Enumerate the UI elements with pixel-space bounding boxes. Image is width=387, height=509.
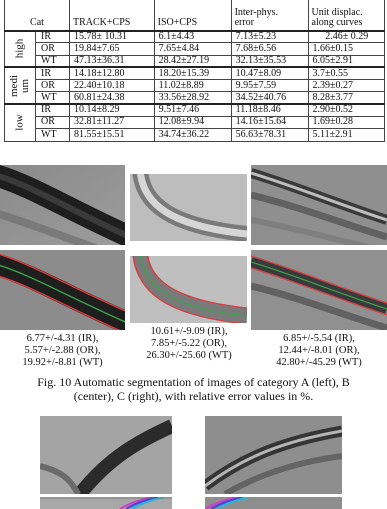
image-bottom-left-raw xyxy=(40,416,172,494)
group-label-medium: medi um xyxy=(5,67,36,104)
cell: 12.08±9.94 xyxy=(154,117,231,129)
cell: 7.65±4.84 xyxy=(154,43,231,55)
table-row xyxy=(5,31,385,43)
cell: 8.28±3.77 xyxy=(308,92,384,104)
table-header-row xyxy=(5,0,385,31)
cell: 28.42±27.19 xyxy=(154,55,231,67)
error-values-right: 6.85+/-5.54 (IR), 12.44+/-8.01 (OR), 42.80+/-45.29 (WT) xyxy=(276,333,362,368)
table-row xyxy=(5,43,385,55)
table-row xyxy=(5,117,385,129)
cell: 14.18±12.80 xyxy=(70,67,155,79)
cell: 10.14±8.29 xyxy=(70,104,155,116)
cell: 7.68±6.56 xyxy=(231,43,308,55)
figure-caption xyxy=(0,375,387,403)
image-bottom-right-raw xyxy=(205,416,342,494)
image-category-b-segmented xyxy=(130,256,247,323)
image-category-b-raw xyxy=(130,174,247,241)
error-values-center: 10.61+/-9.09 (IR), 7.85+/-5.22 (OR), 26.30+/-25.60 (WT) xyxy=(146,326,232,361)
row-label: IR xyxy=(36,104,70,116)
table-row xyxy=(5,129,385,141)
header-inter-phys: Inter-phys. error xyxy=(231,0,308,31)
cell: 15.78± 10.31 xyxy=(70,31,155,43)
cell: 6.1±4.43 xyxy=(154,31,231,43)
image-category-a-segmented xyxy=(0,250,125,330)
cell: 33.56±28.92 xyxy=(154,92,231,104)
table-row xyxy=(5,67,385,79)
group-label-high: high xyxy=(5,31,36,68)
cell: 60.81±24.38 xyxy=(70,92,155,104)
header-unit-displac: Unit displac. along curves xyxy=(308,0,384,31)
cell: 2.39±0.27 xyxy=(308,80,384,92)
row-label: WT xyxy=(36,55,70,67)
cell: 1.69±0.28 xyxy=(308,117,384,129)
group-label-low: low xyxy=(5,104,36,141)
cell: 10.47±8.09 xyxy=(231,67,308,79)
cell: 22.40±10.18 xyxy=(70,80,155,92)
row-label: WT xyxy=(36,129,70,141)
row-label: IR xyxy=(36,31,70,43)
image-category-c-raw xyxy=(251,165,387,245)
table-row xyxy=(5,92,385,104)
cell: 56.63±78.31 xyxy=(231,129,308,141)
cell: 18.20±15.39 xyxy=(154,67,231,79)
cell: 2.90±0.52 xyxy=(308,104,384,116)
image-category-c-segmented xyxy=(251,250,387,330)
table-row xyxy=(5,104,385,116)
cell: 9.51±7.46 xyxy=(154,104,231,116)
cell: 32.13±35.53 xyxy=(231,55,308,67)
cell: 14.16±15.64 xyxy=(231,117,308,129)
results-table xyxy=(4,0,385,142)
row-label: OR xyxy=(36,117,70,129)
cell: 7.13±5.23 xyxy=(231,31,308,43)
cell: 3.7±0.55 xyxy=(308,67,384,79)
row-label: WT xyxy=(36,92,70,104)
cell: 47.13±36.31 xyxy=(70,55,155,67)
image-category-a-raw xyxy=(0,165,125,245)
cell: 1.66±0.15 xyxy=(308,43,384,55)
cell: 32.81±11.27 xyxy=(70,117,155,129)
cell: 2.46± 0.29 xyxy=(308,31,384,43)
table-row xyxy=(5,55,385,67)
header-cat: Cat xyxy=(5,0,70,31)
cell: 11.02±8.89 xyxy=(154,80,231,92)
header-iso-cps: ISO+CPS xyxy=(154,0,231,31)
header-track-cps: TRACK+CPS xyxy=(70,0,155,31)
cell: 81.55±15.51 xyxy=(70,129,155,141)
error-values-left: 6.77+/-4.31 (IR), 5.57+/-2.88 (OR), 19.92+/-8.81 (WT) xyxy=(22,333,103,368)
row-label: OR xyxy=(36,43,70,55)
cell: 9.95±7.59 xyxy=(231,80,308,92)
cell: 34.74±36.22 xyxy=(154,129,231,141)
table-row xyxy=(5,80,385,92)
cell: 5.11±2.91 xyxy=(308,129,384,141)
caption-line-2: (center), C (right), with relative error values in %. xyxy=(73,389,314,403)
cell: 19.84±7.65 xyxy=(70,43,155,55)
row-label: OR xyxy=(36,80,70,92)
caption-line-1: Fig. 10 Automatic segmentation of images of category A (left), B xyxy=(37,375,350,389)
image-bottom-left-segmented xyxy=(40,497,172,509)
cell: 6.05±2.91 xyxy=(308,55,384,67)
row-label: IR xyxy=(36,67,70,79)
cell: 34.52±40.76 xyxy=(231,92,308,104)
image-bottom-right-segmented xyxy=(205,497,342,509)
cell: 11.18±8.46 xyxy=(231,104,308,116)
